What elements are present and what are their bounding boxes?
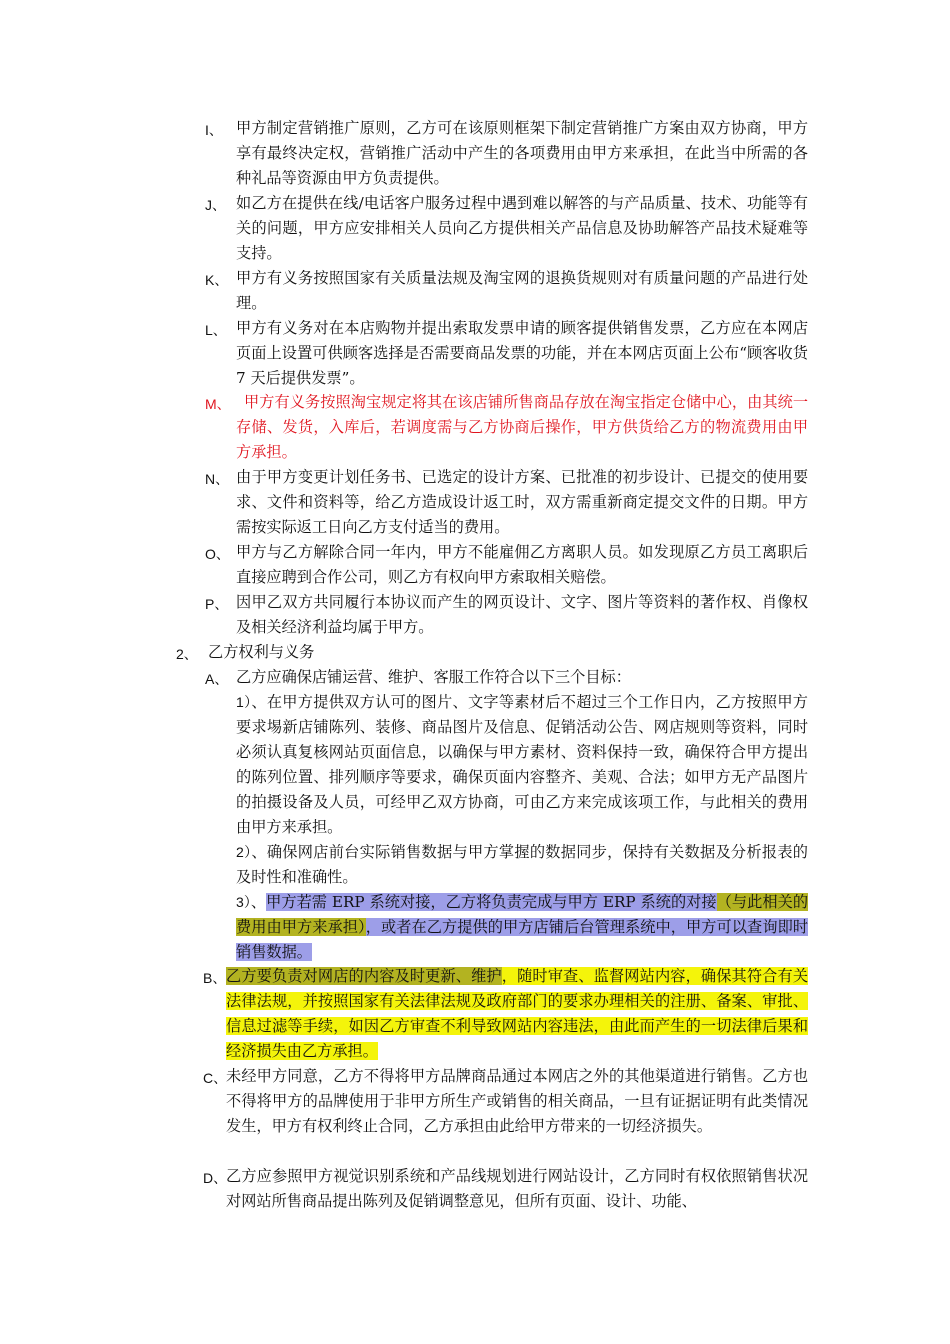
item-marker-l: L、 <box>205 322 227 338</box>
section-number: 2、 <box>176 646 198 662</box>
sub-separator: 、 <box>250 893 267 911</box>
clause-j: 如乙方在提供在线/电话客户服务过程中遇到难以解答的与产品质量、技术、功能等有关的问题，甲方应安排相关人员向乙方提供相关产品信息及协助解答产品技术疑难等支持。 <box>236 194 808 262</box>
clause-m: 甲方有义务按照淘宝规定将其在该店铺所售商品存放在淘宝指定仓储中心，由其统一存储、发货，入库后，若调度需与乙方协商后操作，甲方供货给乙方的物流费用由甲方承担。 <box>236 393 808 461</box>
sub-number: 3） <box>236 894 251 910</box>
item-marker-j: J、 <box>205 197 226 213</box>
clause-k: 甲方有义务按照国家有关质量法规及淘宝网的退换货规则对有质量问题的产品进行处理。 <box>236 269 808 312</box>
clause-b <box>226 964 808 1064</box>
clause-l: 甲方有义务对在本店购物并提出索取发票申请的顾客提供销售发票，乙方应在本网店页面上设置可供顾客选择是否需要商品发票的功能，并在本网店页面上公布“顾客收货 7 天后提供发票”。 <box>236 319 808 387</box>
clause-o: 甲方与乙方解除合同一年内，甲方不能雇佣乙方离职人员。如发现原乙方员工离职后直接应聘到合作公司，则乙方有权向甲方索取相关赔偿。 <box>236 543 808 586</box>
sub-number: 2） <box>236 844 252 860</box>
clause-n: 由于甲方变更计划任务书、已选定的设计方案、已批准的初步设计、已提交的使用要求、文件和资料等，给乙方造成设计返工时，双方需重新商定提交文件的日期。甲方需按实际返工日向乙方支付适当的费用。 <box>236 468 808 536</box>
clause-a: 乙方应确保店铺运营、维护、客服工作符合以下三个目标： <box>236 668 631 686</box>
highlight-blue-2: ，或者在乙方提供的甲方店铺后台管理系统中，甲方可以查询即时销售数据。 <box>236 918 809 961</box>
item-marker-a: A、 <box>205 671 229 687</box>
item-marker-i: I、 <box>205 122 223 138</box>
highlight-olive: （与此相关的费用由甲方来承担） <box>236 893 809 936</box>
sub-text: 、确保网店前台实际销售数据与甲方掌握的数据同步，保持有关数据及分析报表的及时性和准确性。 <box>236 843 808 886</box>
clause-i: 甲方制定营销推广原则，乙方可在该原则框架下制定营销推广方案由双方协商，甲方享有最终决定权，营销推广活动中产生的各项费用由甲方来承担，在此当中所需的各种礼品等资源由甲方负责提供。 <box>236 119 808 187</box>
highlight-olive: 乙方要负责对网店的内容及时更新、维护 <box>226 967 502 985</box>
section-title: 乙方权利与义务 <box>208 643 315 661</box>
clause-a-3 <box>236 890 808 965</box>
item-marker-p: P、 <box>205 596 229 612</box>
item-marker-d: D、 <box>203 1170 228 1186</box>
highlight-yellow: ，随时审查、监督网站内容，确保其符合有关法律法规，并按照国家有关法律法规及政府部门的要求办理相关的注册、备案、审批、信息过滤等手续，如因乙方审查不利导致网站内容违法，由此而产生的一切法律后果和经济损失由乙方承担。 <box>226 967 809 1060</box>
sub-number: 1） <box>236 694 252 710</box>
highlight-blue-1: 甲方若需 ERP 系统对接，乙方将负责完成与甲方 ERP 系统的对接 <box>266 893 717 911</box>
clause-a-1 <box>236 690 808 840</box>
item-marker-o: O、 <box>205 546 230 562</box>
item-marker-b: B、 <box>203 970 227 986</box>
clause-p: 因甲乙双方共同履行本协议而产生的网页设计、文字、图片等资料的著作权、肖像权及相关经济利益均属于甲方。 <box>236 593 808 636</box>
item-marker-k: K、 <box>205 272 229 288</box>
sub-text: 、在甲方提供双方认可的图片、文字等素材后不超过三个工作日内，乙方按照甲方要求埸新店铺陈列、装修、商品图片及信息、促销活动公告、网店规则等资料，同时必须认真复核网站页面信息，以确保与甲方素材、资料保持一致，确保符合甲方提出的陈列位置、排列顺序等要求，确保页面内容整齐、美观、合法；如甲方无产品图片的拍摄设备及人员，可经甲乙双方协商，可由乙方来完成该项工作，与此相关的费用由甲方来承担。 <box>236 693 808 836</box>
item-marker-m: M、 <box>205 396 231 412</box>
item-marker-c: C、 <box>203 1070 228 1086</box>
clause-d: 乙方应参照甲方视觉识别系统和产品线规划进行网站设计，乙方同时有权依照销售状况对网站所售商品提出陈列及促销调整意见，但所有页面、设计、功能、 <box>226 1167 808 1210</box>
item-marker-n: N、 <box>205 471 230 487</box>
clause-c: 未经甲方同意，乙方不得将甲方品牌商品通过本网店之外的其他渠道进行销售。乙方也不得将甲方的品牌使用于非甲方所生产或销售的相关商品，一旦有证据证明有此类情况发生，甲方有权利终止合同，乙方承担由此给甲方带来的一切经济损失。 <box>226 1067 808 1135</box>
clause-a-2 <box>236 840 808 890</box>
